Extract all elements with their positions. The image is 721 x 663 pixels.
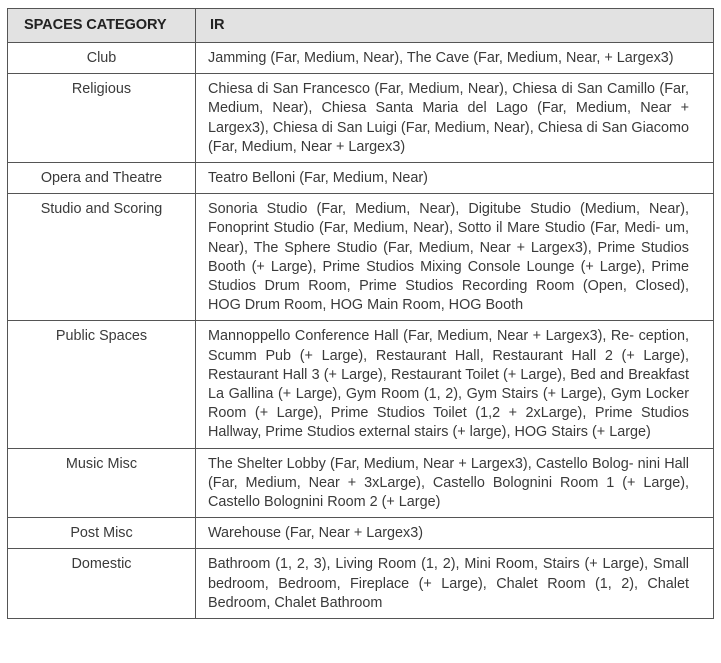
category-cell: Post Misc [8,518,196,549]
spaces-ir-table [7,8,714,619]
ir-cell: The Shelter Lobby (Far, Medium, Near + Largex3), Castello Bolog- nini Hall (Far, Medium, Near + 3xLarge), Castello Bolognini Room 1 (+ Large), Castello Bolognini Room 2 (+ Large) [196,448,714,518]
ir-cell: Jamming (Far, Medium, Near), The Cave (Far, Medium, Near, + Largex3) [196,43,714,74]
spaces-ir-table-container [7,8,713,619]
category-cell: Club [8,43,196,74]
category-cell: Religious [8,74,196,163]
ir-cell: Teatro Belloni (Far, Medium, Near) [196,163,714,194]
table-row [8,43,714,74]
table-row [8,321,714,448]
category-cell: Public Spaces [8,321,196,448]
category-cell: Music Misc [8,448,196,518]
ir-cell: Mannoppello Conference Hall (Far, Medium, Near + Largex3), Re- ception, Scumm Pub (+ Large), Restaurant Hall, Restaurant Hall 2 (+ Large), Restaurant Hall 3 (+ Large), Restaurant Toilet (+ Large), Bed and Breakfast La Gallina (+ Large), Gym Room (1, 2), Gym Stairs (+ Large), Gym Locker Room (+ Large), Prime Studios Toilet (1,2 + 2xLarge), Prime Studios Hallway, Prime Studios external stairs (+ large), HOG Stairs (+ Large) [196,321,714,448]
table-row [8,518,714,549]
table-row [8,448,714,518]
table-row [8,549,714,619]
category-cell: Domestic [8,549,196,619]
ir-cell: Warehouse (Far, Near + Largex3) [196,518,714,549]
ir-cell: Bathroom (1, 2, 3), Living Room (1, 2), Mini Room, Stairs (+ Large), Small bedroom, Bedroom, Fireplace (+ Large), Chalet Room (1, 2), Chalet Bedroom, Chalet Bathroom [196,549,714,619]
ir-cell: Sonoria Studio (Far, Medium, Near), Digitube Studio (Medium, Near), Fonoprint Studio (Far, Medium, Near), Sotto il Mare Studio (Far, Medi- um, Near), The Sphere Studio (Far, Medium, Near + Largex3), Prime Studios Booth (+ Large), Prime Studios Mixing Console Lounge (+ Large), Prime Studios Drum Room, Prime Studios Recording Room (Open, Closed), HOG Drum Room, HOG Main Room, HOG Booth [196,194,714,321]
ir-cell: Chiesa di San Francesco (Far, Medium, Near), Chiesa di San Camillo (Far, Medium, Near), Chiesa Santa Maria del Lago (Far, Medium, Near + Largex3), Chiesa di San Luigi (Far, Medium, Near), Chiesa di San Giacomo (Far, Medium, Near + Largex3) [196,74,714,163]
table-row [8,194,714,321]
category-cell: Studio and Scoring [8,194,196,321]
header-spaces-category: SPACES CATEGORY [8,9,196,43]
table-row [8,163,714,194]
table-header-row [8,9,714,43]
category-cell: Opera and Theatre [8,163,196,194]
table-row [8,74,714,163]
header-ir: IR [196,9,714,43]
